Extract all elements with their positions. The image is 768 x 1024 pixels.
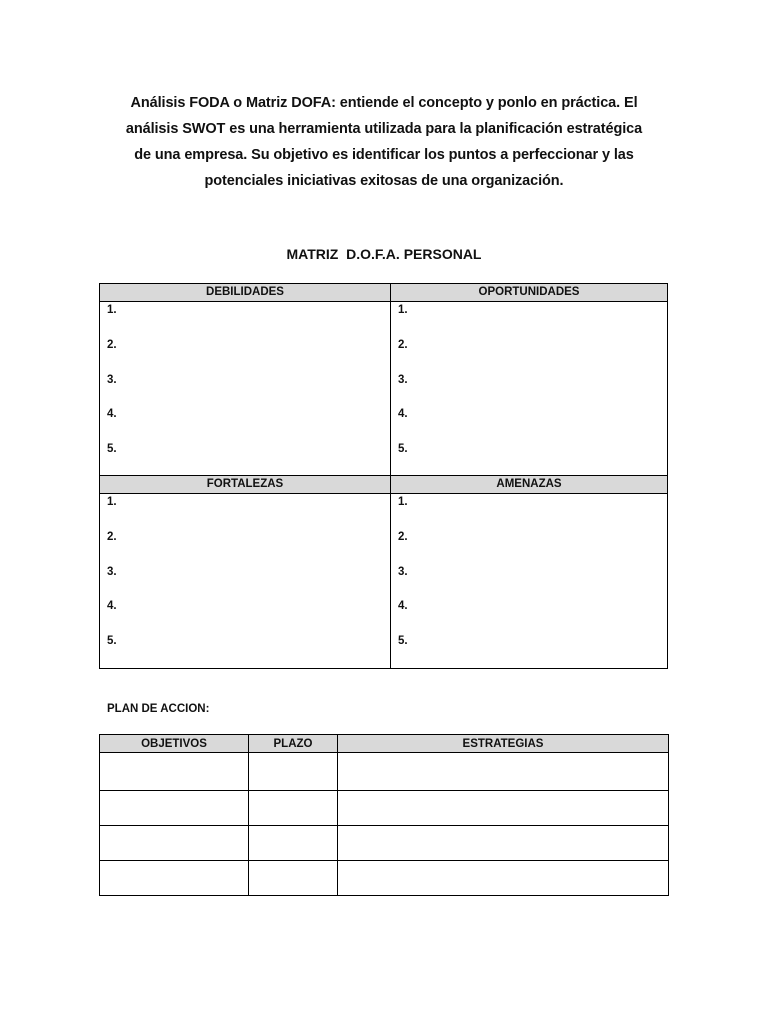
- table-header-row: [100, 735, 669, 753]
- list-item[interactable]: 5.: [107, 443, 117, 456]
- list-item[interactable]: 2.: [398, 338, 408, 351]
- list-item[interactable]: 1.: [398, 496, 408, 508]
- column-header-estrategias: ESTRATEGIAS: [338, 735, 669, 753]
- table-cell-objetivo[interactable]: [100, 753, 249, 791]
- list-item[interactable]: 5.: [107, 635, 117, 648]
- list-item[interactable]: 3.: [107, 565, 117, 578]
- dofa-matrix: [99, 283, 668, 669]
- column-header-plazo: PLAZO: [249, 735, 338, 753]
- quadrant-list: [391, 302, 667, 476]
- list-item[interactable]: 3.: [398, 565, 408, 578]
- intro-paragraph: [100, 90, 668, 194]
- quadrant-list: [391, 494, 667, 668]
- list-item[interactable]: 1.: [107, 496, 117, 508]
- table-cell-plazo[interactable]: [249, 753, 338, 791]
- list-item[interactable]: 2.: [398, 530, 408, 543]
- table-row: [100, 753, 669, 791]
- list-item[interactable]: 1.: [107, 304, 117, 316]
- quadrant-amenazas: [391, 476, 667, 668]
- intro-line: análisis SWOT es una herramienta utilizada para la planificación estratégica: [125, 121, 643, 137]
- list-item[interactable]: 2.: [107, 530, 117, 543]
- intro-line: Análisis FODA o Matriz DOFA: entiende el concepto y ponlo en práctica. El: [130, 95, 638, 111]
- table-cell-plazo[interactable]: [249, 861, 338, 896]
- quadrant-fortalezas: [100, 476, 391, 668]
- table-cell-estrategia[interactable]: [338, 826, 669, 861]
- list-item[interactable]: 3.: [107, 373, 117, 386]
- quadrant-list: [100, 302, 390, 476]
- intro-line: potenciales iniciativas exitosas de una organización.: [204, 173, 564, 189]
- list-item[interactable]: 4.: [398, 600, 408, 613]
- table-cell-objetivo[interactable]: [100, 791, 249, 826]
- list-item[interactable]: 5.: [398, 635, 408, 648]
- list-item[interactable]: 2.: [107, 338, 117, 351]
- plan-label: PLAN DE ACCION:: [107, 703, 210, 715]
- quadrant-header: FORTALEZAS: [100, 476, 390, 494]
- quadrant-header: OPORTUNIDADES: [391, 284, 667, 302]
- table-cell-estrategia[interactable]: [338, 753, 669, 791]
- quadrant-header: AMENAZAS: [391, 476, 667, 494]
- list-item[interactable]: 1.: [398, 304, 408, 316]
- table-row: [100, 791, 669, 826]
- quadrant-debilidades: [100, 284, 391, 476]
- table-cell-plazo[interactable]: [249, 791, 338, 826]
- matrix-title: MATRIZ D.O.F.A. PERSONAL: [286, 246, 482, 262]
- list-item[interactable]: 3.: [398, 373, 408, 386]
- action-plan-table: [99, 734, 669, 896]
- table-cell-estrategia[interactable]: [338, 791, 669, 826]
- list-item[interactable]: 5.: [398, 443, 408, 456]
- quadrant-oportunidades: [391, 284, 667, 476]
- column-header-objetivos: OBJETIVOS: [100, 735, 249, 753]
- list-item[interactable]: 4.: [398, 408, 408, 421]
- table-cell-plazo[interactable]: [249, 826, 338, 861]
- table-cell-estrategia[interactable]: [338, 861, 669, 896]
- list-item[interactable]: 4.: [107, 408, 117, 421]
- intro-line: de una empresa. Su objetivo es identificar los puntos a perfeccionar y las: [134, 147, 634, 163]
- table-row: [100, 826, 669, 861]
- list-item[interactable]: 4.: [107, 600, 117, 613]
- table-cell-objetivo[interactable]: [100, 861, 249, 896]
- table-row: [100, 861, 669, 896]
- quadrant-list: [100, 494, 390, 668]
- quadrant-header: DEBILIDADES: [100, 284, 390, 302]
- table-cell-objetivo[interactable]: [100, 826, 249, 861]
